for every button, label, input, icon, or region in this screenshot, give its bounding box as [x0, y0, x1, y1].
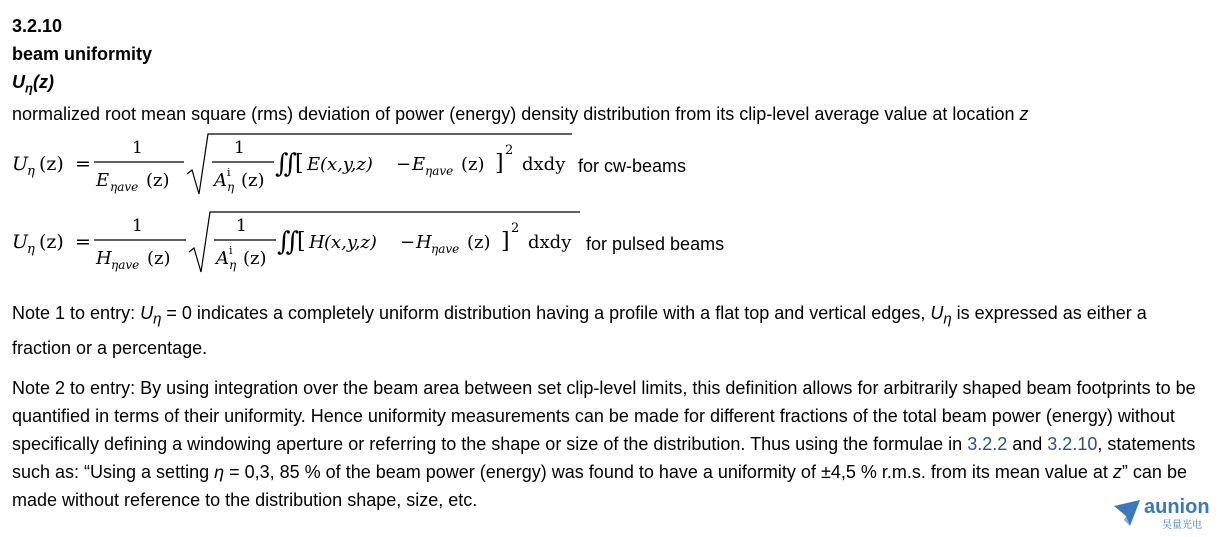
- formula-pulsed-svg: [12, 206, 582, 276]
- formula-label-cw: for cw-beams: [578, 156, 687, 176]
- frac-denom-sub: ηave: [111, 258, 140, 272]
- frac-denom-var: H: [96, 248, 112, 269]
- bracket-open: [: [297, 229, 306, 254]
- definition: normalized root mean square (rms) deviation of power (energy) density distribution from its clip-level average value at location z: [12, 104, 1029, 124]
- differential: dxdy: [522, 154, 566, 175]
- area-arg: (z): [243, 248, 267, 269]
- frac-denom-arg: (z): [147, 248, 171, 269]
- area-var: A: [214, 170, 227, 191]
- formula-equals: =: [75, 231, 91, 253]
- integrand-args: (x,y,z): [324, 232, 377, 253]
- ave-arg: (z): [461, 154, 485, 175]
- power: 2: [505, 143, 514, 158]
- area-sup: i: [229, 244, 233, 257]
- bracket-close: ]: [495, 151, 504, 176]
- logo-arrow-icon: [1112, 498, 1142, 528]
- minus-sign: −: [396, 154, 412, 175]
- ave-arg: (z): [467, 232, 491, 253]
- bracket-open: [: [295, 151, 304, 176]
- logo-subtitle: 昊量光电: [1162, 520, 1202, 531]
- minus-sign: −: [400, 232, 416, 253]
- note-1: Note 1 to entry: $U_\eta = 0$ indicates a completely uniform distribution having a profile with a flat top and vertical edges, $U_\eta$ is expressed as either a fraction or a percentage.: [12, 303, 1147, 358]
- formula-lhs: U: [12, 231, 29, 253]
- integrand-var: H: [309, 232, 325, 253]
- ave-sub: ηave: [431, 242, 460, 256]
- formula-pulsed-beams: [12, 206, 725, 276]
- frac-denom-var: E: [96, 170, 110, 191]
- area-arg: (z): [241, 170, 265, 191]
- integrand-var: E: [307, 154, 321, 175]
- inner-numerator: 1: [234, 138, 245, 158]
- term-symbol: $U_\eta(z)$: [12, 72, 54, 96]
- double-integral: ∬: [277, 227, 300, 257]
- aunion-logo: [1110, 496, 1214, 530]
- formula-label-pulsed: for pulsed beams: [586, 234, 725, 254]
- logo-name: aunion: [1144, 496, 1210, 518]
- area-sub: η: [227, 180, 235, 194]
- power: 2: [511, 221, 520, 236]
- area-sub: η: [229, 258, 237, 272]
- formula-arg: (z): [39, 231, 64, 253]
- formula-equals: =: [75, 153, 91, 175]
- term-title: beam uniformity: [12, 44, 153, 64]
- frac-numerator: 1: [132, 138, 143, 158]
- frac-denom-arg: (z): [146, 170, 170, 191]
- formula-lhs-sub: η: [27, 164, 35, 179]
- formula-arg: (z): [39, 153, 64, 175]
- ave-var: H: [416, 232, 432, 253]
- frac-numerator: 1: [132, 216, 143, 236]
- double-integral: ∬: [275, 149, 298, 179]
- link-3-2-2[interactable]: 3.2.2: [967, 434, 1008, 454]
- integrand-args: (x,y,z): [320, 154, 373, 175]
- formula-lhs-sub: η: [27, 242, 35, 257]
- note-2: Note 2 to entry: By using integration over the beam area between set clip-level limits, this definition allows for arbitrarily shaped beam footprints to be quantified in terms of their uniformity. Hence uniformity measurements can be made for different fractions of the total beam power (energy) without specifically defining a windowing aperture or referring to the shape or size of the distribution. Thus using the formulae in 3.2.2 and 3.2.10, statements such as: “Using a setting η = 0,3, 85 % of the beam power (energy) was found to have a uniformity of ±4,5 % r.m.s. from its mean value at z” can be made without reference to the distribution shape, size, etc.: [12, 378, 1196, 510]
- area-var: A: [216, 248, 229, 269]
- inner-numerator: 1: [236, 216, 247, 236]
- ave-var: E: [412, 154, 426, 175]
- area-sup: i: [227, 166, 231, 179]
- formula-lhs: U: [12, 153, 29, 175]
- ave-sub: ηave: [425, 164, 454, 178]
- formula-cw-beams: [12, 128, 687, 198]
- formula-cw-svg: [12, 128, 572, 198]
- bracket-close: ]: [501, 229, 510, 254]
- link-3-2-10[interactable]: 3.2.10: [1047, 434, 1098, 454]
- differential: dxdy: [528, 232, 572, 253]
- frac-denom-sub: ηave: [110, 180, 139, 194]
- clause-number: 3.2.10: [12, 16, 63, 36]
